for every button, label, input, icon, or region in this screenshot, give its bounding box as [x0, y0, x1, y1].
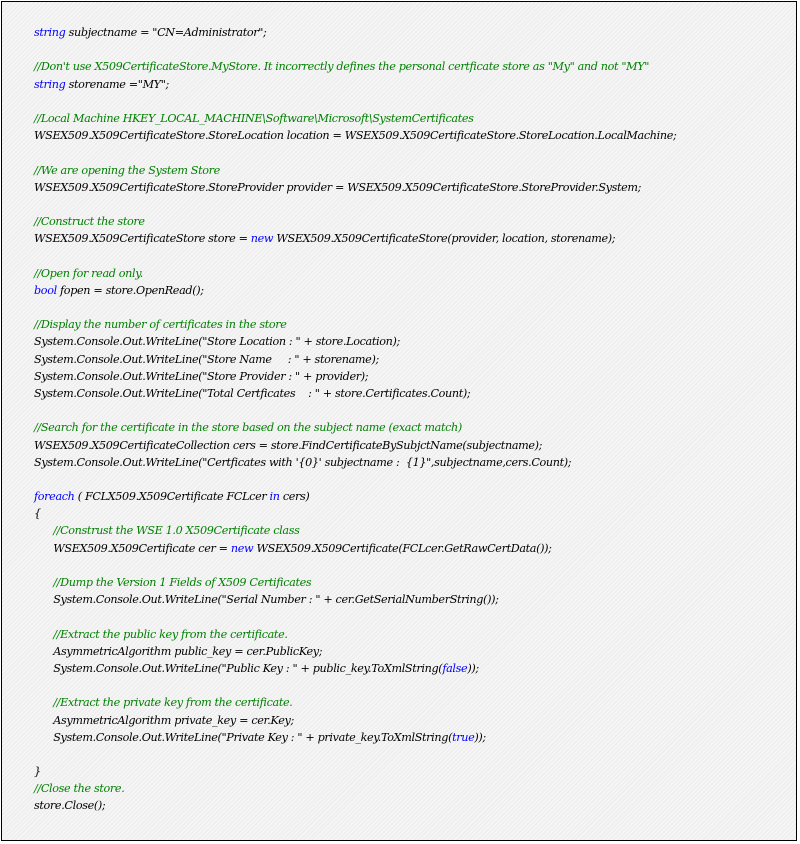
comment-token: //Extract the public key from the certificate.: [53, 627, 288, 641]
code-line: [34, 797, 676, 814]
keyword-token: new: [230, 541, 254, 555]
comment-token: //Close the store.: [34, 782, 125, 796]
keyword-token: in: [269, 490, 280, 504]
comment-token: //We are opening the System Store: [34, 163, 220, 177]
code-panel: [1, 1, 797, 841]
blank-line: [34, 557, 676, 574]
code-text-token: ( FCLX509.X509Certificate FCLcer: [74, 490, 270, 504]
code-line: [34, 488, 676, 505]
code-text-token: System.Console.Out.WriteLine("Serial Number : " + cer.GetSerialNumberString());: [34, 593, 499, 607]
blank-line: [34, 247, 676, 264]
code-line: [34, 437, 676, 454]
code-line: [34, 282, 676, 299]
keyword-token: string: [34, 77, 66, 91]
code-line: [34, 162, 676, 179]
code-text-token: WSEX509.X509CertificateStore.StoreProvider provider = WSEX509.X509CertificateStore.StoreProvider.System;: [34, 180, 642, 194]
comment-token: //Search for the certificate in the store based on the subject name (exact match): [34, 421, 462, 435]
code-text-token: WSEX509.X509Certificate(FCLcer.GetRawCertData());: [253, 541, 552, 555]
code-text-token: [34, 576, 53, 589]
code-line: [34, 179, 676, 196]
keyword-token: bool: [34, 283, 57, 297]
comment-token: //Display the number of certificates in the store: [34, 318, 287, 332]
code-text-token: AsymmetricAlgorithm public_key = cer.PublicKey;: [34, 644, 323, 658]
code-text-token: [34, 524, 53, 537]
code-line: [34, 780, 676, 797]
comment-token: //Dump the Version 1 Fields of X509 Certificates: [53, 576, 312, 589]
code-line: [34, 505, 676, 522]
code-line: [34, 265, 676, 282]
code-line: [34, 110, 676, 127]
code-text-token: WSEX509.X509CertificateCollection cers = store.FindCertificateBySubjctName(subjectname);: [34, 438, 543, 452]
code-text-token: ));: [467, 661, 479, 675]
blank-line: [34, 471, 676, 488]
code-text-token: fopen = store.OpenRead();: [56, 283, 204, 297]
code-line: [34, 712, 676, 729]
code-text-token: WSEX509.X509CertificateStore.StoreLocation location = WSEX509.X509CertificateStore.StoreLocation.LocalMachine;: [34, 129, 677, 143]
code-text-token: System.Console.Out.WriteLine("Total Certficates : " + store.Certificates.Count);: [34, 386, 471, 400]
code-line: [34, 351, 676, 368]
code-text-token: ));: [474, 730, 486, 744]
keyword-token: new: [250, 232, 274, 246]
code-text-token: WSEX509.X509CertificateStore store =: [34, 232, 251, 246]
code-line: [34, 729, 676, 746]
blank-line: [34, 677, 676, 694]
keyword-token: foreach: [34, 490, 75, 504]
code-text-token: WSEX509.X509CertificateStore(provider, location, storename);: [273, 232, 616, 246]
code-text-token: }: [34, 765, 41, 779]
code-text-token: storename ="MY";: [65, 77, 169, 91]
keyword-token: string: [34, 26, 66, 39]
code-line: [34, 591, 676, 608]
keyword-token: false: [442, 661, 468, 675]
code-line: [34, 694, 676, 711]
code-line: [34, 368, 676, 385]
code-line: [34, 127, 676, 144]
code-block: [34, 24, 676, 815]
code-text-token: WSEX509.X509Certificate cer =: [34, 541, 231, 555]
code-text-token: System.Console.Out.WriteLine("Public Key : " + public_key.ToXmlString(: [34, 661, 443, 675]
keyword-token: true: [452, 730, 475, 744]
blank-line: [34, 608, 676, 625]
code-text-token: System.Console.Out.WriteLine("Store Location : " + store.Location);: [34, 335, 400, 349]
code-text-token: {: [34, 507, 41, 521]
code-line: [34, 454, 676, 471]
blank-line: [34, 402, 676, 419]
code-text-token: subjectname = "CN=Administrator";: [65, 26, 267, 39]
blank-line: [34, 144, 676, 161]
blank-line: [34, 41, 676, 58]
code-text-token: AsymmetricAlgorithm private_key = cer.Key;: [34, 713, 294, 727]
code-text-token: System.Console.Out.WriteLine("Store Name : " + storename);: [34, 352, 379, 366]
code-line: [34, 522, 676, 539]
code-line: [34, 574, 676, 591]
blank-line: [34, 196, 676, 213]
code-text-token: System.Console.Out.WriteLine("Private Key : " + private_key.ToXmlString(: [34, 730, 453, 744]
blank-line: [34, 299, 676, 316]
code-line: [34, 58, 676, 75]
code-text-token: System.Console.Out.WriteLine("Store Provider : " + provider);: [34, 369, 369, 383]
code-text-token: cers): [279, 490, 310, 504]
code-line: [34, 385, 676, 402]
code-line: [34, 540, 676, 557]
code-line: [34, 660, 676, 677]
comment-token: //Open for read only.: [34, 266, 143, 280]
code-line: [34, 333, 676, 350]
comment-token: //Construst the WSE 1.0 X509Certificate class: [53, 524, 300, 538]
comment-token: //Local Machine HKEY_LOCAL_MACHINE\Software\Microsoft\SystemCertificates: [34, 111, 474, 125]
code-text-token: [34, 696, 53, 709]
comment-token: //Don't use X509CertificateStore.MyStore. It incorrectly defines the personal certficate store as "My" and not "MY": [34, 60, 650, 74]
code-line: [34, 763, 676, 780]
code-text-token: [34, 628, 53, 641]
code-line: [34, 24, 676, 41]
code-text-token: System.Console.Out.WriteLine("Certficates with '{0}' subjectname : {1}",subjectname,cers.Count);: [34, 455, 572, 469]
code-line: [34, 626, 676, 643]
comment-token: //Construct the store: [34, 215, 145, 229]
code-text-token: store.Close();: [34, 799, 106, 813]
blank-line: [34, 746, 676, 763]
blank-line: [34, 93, 676, 110]
code-line: [34, 76, 676, 93]
code-line: [34, 230, 676, 247]
comment-token: //Extract the private key from the certificate.: [53, 696, 293, 710]
code-line: [34, 316, 676, 333]
code-line: [34, 213, 676, 230]
code-line: [34, 643, 676, 660]
code-line: [34, 419, 676, 436]
